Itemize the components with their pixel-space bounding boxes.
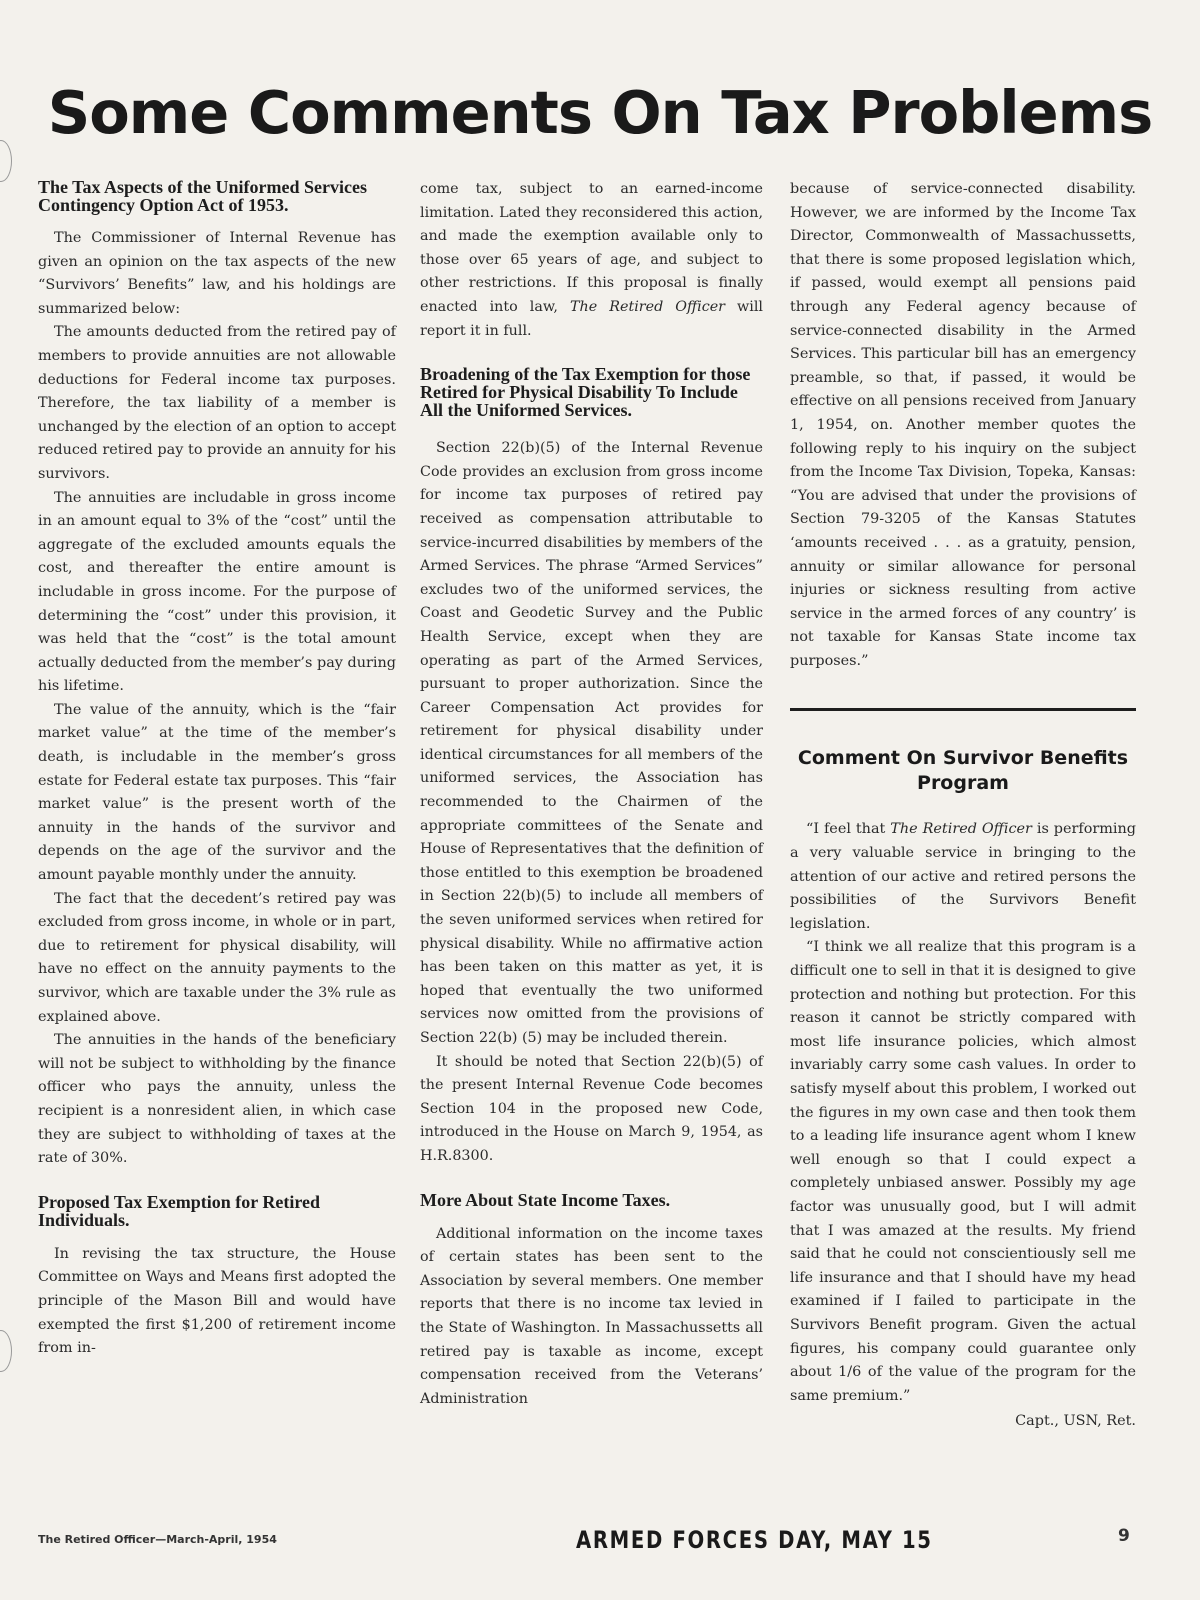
publication-name: The Retired Officer (570, 298, 725, 315)
paragraph-text: “I feel that (806, 821, 891, 838)
section-heading-option-act: The Tax Aspects of the Uniformed Services Contingency Option Act of 1953. (38, 177, 367, 215)
paragraph: Additional information on the income taxes of certain states has been sent to the Association by several members. One member reports that there is no income tax levied in the State of Washington. In Massachussetts all retired pay is taxable as income, except compensation received from the Veterans’ Administration (420, 1225, 763, 1407)
paragraph-continued (420, 178, 763, 343)
section-divider (790, 708, 1136, 711)
page-title: Some Comments On Tax Problems (47, 78, 1153, 147)
publication-name: The Retired Officer (890, 821, 1032, 838)
paragraph-text: is performing a very valuable service in bringing to the attention of our active and retired persons the possibilities of the Survivors Benefit legislation. (790, 821, 1136, 932)
section-heading-state-income-taxes: More About State Income Taxes. (420, 1189, 671, 1210)
paragraph: The annuities are includable in gross income in an amount equal to 3% of the “cost” until the aggregate of the excluded amounts equals the cost, and thereafter the entire amount is includable in gross income. For the purpose of determining the “cost” under this provision, it was held that the “cost” is the total amount actually deducted from the member’s pay during his lifetime. (38, 489, 396, 695)
paragraph: The annuities in the hands of the beneficiary will not be subject to withholding by the finance officer who pays the annuity, unless the recipient is a nonresident alien, in which case they are subject to withholding of taxes at the rate of 30%. (38, 1032, 396, 1167)
section-heading-broadening-exemption: Broadening of the Tax Exemption for those Retired for Physical Disability To Include All the Uniformed Services. (420, 364, 751, 421)
section-heading-survivor-benefits: Comment On Survivor Benefits Program (797, 747, 1129, 795)
column-3 (790, 178, 1136, 1434)
paragraph: It should be noted that Section 22(b)(5) of the present Internal Revenue Code becomes Section 104 in the proposed new Code, introduced in the House on March 9, 1954, as H.R.8300. (420, 1053, 763, 1164)
column-2 (420, 178, 763, 1411)
paragraph: The value of the annuity, which is the “fair market value” at the time of the member’s death, is includable in the member’s gross estate for Federal estate tax purposes. This “fair market value” is the present worth of the annuity in the hands of the survivor and depends on the age of the survivor and the amount payable monthly under the annuity. (38, 701, 396, 884)
page-number: 9 (1118, 1526, 1130, 1546)
quote-paragraph: “I think we all realize that this program is a difficult one to sell in that it is designed to give protection and nothing but protection. For this reason it cannot be strictly compared with most life insurance policies, which almost invariably carry some cash values. In order to satisfy myself about this problem, I worked out the figures in my own case and then took them to a leading life insurance agent whom I knew well enough so that I could expect a completely unbiased answer. Possibly my age factor was unusually good, but I will admit that I was amazed at the results. My friend said that he could not conscientiously sell me life insurance and that I should have my head examined if I failed to participate in the Survivors Benefit program. Given the actual figures, his company could guarantee only about 1/6 of the value of the program for the same premium.” (790, 939, 1136, 1404)
quote-paragraph (790, 818, 1136, 936)
paragraph: The Commissioner of Internal Revenue has given an opinion on the tax aspects of the new “Survivors’ Benefits” law, and his holdings are summarized below: (38, 230, 396, 317)
paragraph: The amounts deducted from the retired pay of members to provide annuities are not allowable deductions for Federal income tax purposes. Therefore, the tax liability of a member is unchanged by the election of an option to accept reduced retired pay to provide an annuity for his survivors. (38, 324, 396, 482)
paragraph-text: come tax, subject to an earned-income limitation. Lated they reconsidered this action, and made the exemption available only to those over 65 years of age, and subject to other restrictions. If this proposal is finally enacted into law, (420, 181, 763, 315)
footer-banner: ARMED FORCES DAY, MAY 15 (576, 1526, 933, 1554)
paragraph: In revising the tax structure, the House Committee on Ways and Means first adopted the principle of the Mason Bill and would have exempted the first $1,200 of retirement income from in- (38, 1245, 396, 1357)
paragraph-continued: because of service-connected disability. However, we are informed by the Income Tax Director, Commonwealth of Massachussetts, that there is some proposed legislation which, if passed, would exempt all pensions paid through any Federal agency because of service-connected disability in the Armed Services. This particular bill has an emergency preamble, so that, if passed, it would be effective on all pensions received from January 1, 1954, on. Another member quotes the following reply to his inquiry on the subject from the Income Tax Division, Topeka, Kansas: “You are advised that under the provisions of Section 79-3205 of the Kansas Statutes ‘amounts received . . . as a gratuity, pension, annuity or similar allowance for personal injuries or sickness resulting from active service in the armed forces of any country’ is not taxable for Kansas State income tax purposes.” (790, 181, 1136, 669)
paragraph: Section 22(b)(5) of the Internal Revenue Code provides an exclusion from gross income for income tax purposes of retired pay received as compensation attributable to service-incurred disabilities by members of the Armed Services. The phrase “Armed Services” excludes two of the uniformed services, the Coast and Geodetic Survey and the Public Health Service, except when they are operating as part of the Armed Services, pursuant to proper authorization. Since the Career Compensation Act provides for retirement for physical disability under identical circumstances for all members of the uniformed services, the Association has recommended to the Chairmen of the appropriate committees of the Senate and House of Representatives that the definition of those entitled to this exemption be broadened in Section 22(b)(5) to include all members of the seven uniformed services when retired for physical disability. While no affirmative action has been taken on this matter as yet, it is hoped that eventually the two uniformed services now omitted from the provisions of Section 22(b) (5) may be included therein. (420, 440, 763, 1046)
binding-hole-mark (0, 1330, 12, 1372)
paragraph: The fact that the decedent’s retired pay was excluded from gross income, in whole or in part, due to retirement for physical disability, will have no effect on the annuity payments to the survivor, which are taxable under the 3% rule as explained above. (38, 890, 396, 1025)
signature: Capt., USN, Ret. (1015, 1413, 1136, 1430)
section-heading-proposed-exemption: Proposed Tax Exemption for Retired Individuals. (38, 1191, 321, 1230)
paragraph-text: will report it in full. (420, 298, 763, 339)
column-1 (38, 178, 396, 1361)
footer-publication-date: The Retired Officer—March-April, 1954 (38, 1533, 277, 1546)
